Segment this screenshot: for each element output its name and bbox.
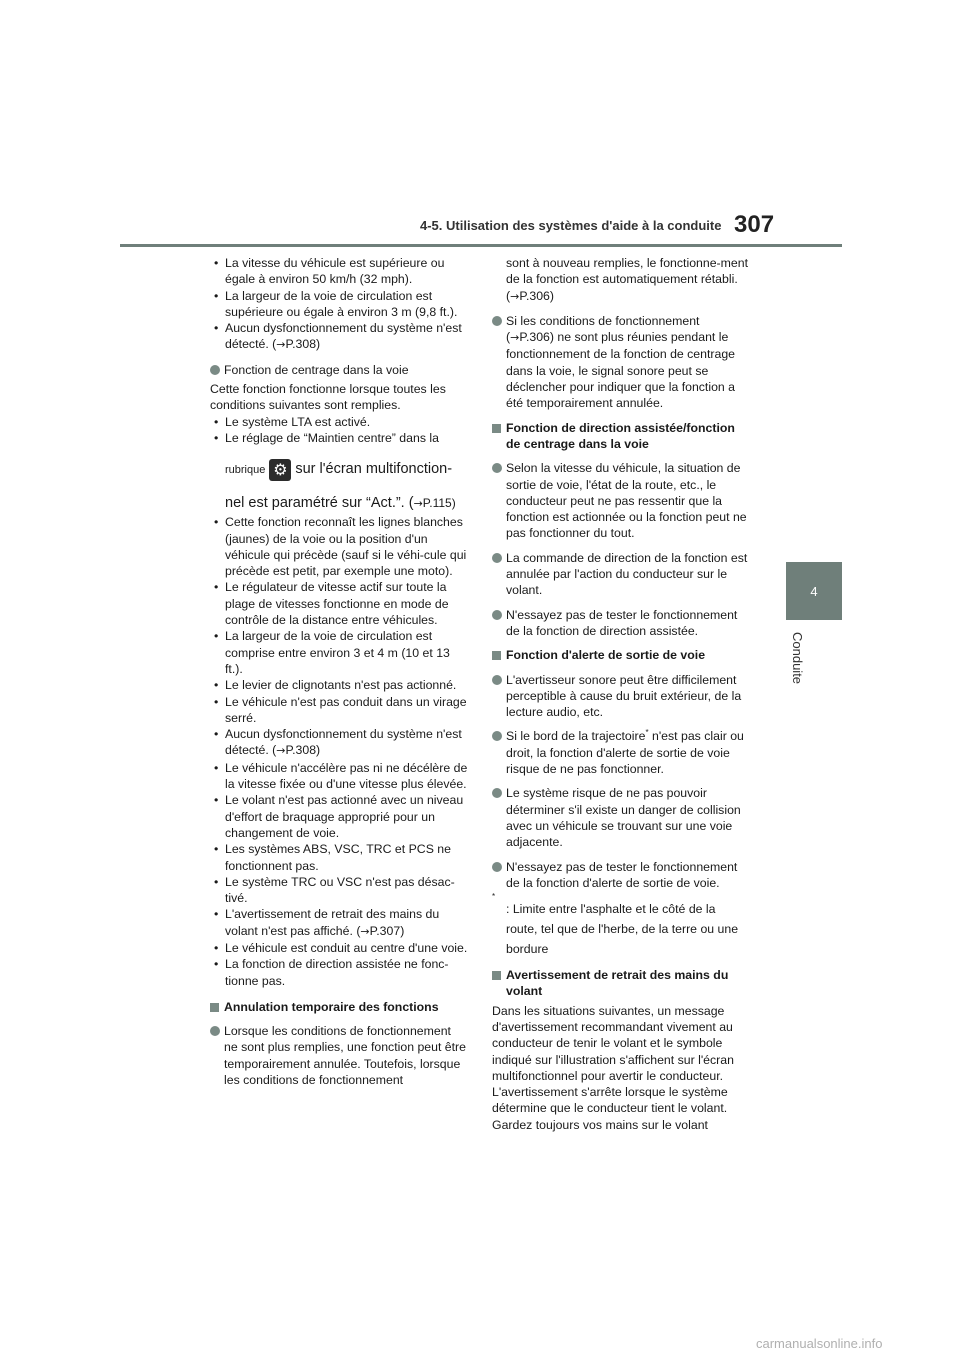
circle-item: N'essayez pas de tester le fonctionnement de la fonction d'alerte de sortie de voie.	[492, 859, 750, 892]
list-item: • Le système TRC ou VSC n'est pas désac-tivé.	[210, 874, 468, 907]
page-ref-link[interactable]: P.308)	[285, 743, 321, 758]
list-item: • Cette fonction reconnaît les lignes blanches (jaunes) de la voie ou la position d'un véhicule qui précède (sauf si le véhi-cule qui précède est petit, par exemple une moto).	[210, 514, 468, 579]
list-item: • La vitesse du véhicule est supérieure ou égale à environ 50 km/h (32 mph).	[210, 255, 468, 288]
list-item: • Aucun dysfonctionnement du système n'est détecté. (→P.308)	[210, 726, 468, 760]
circle-item: Le système risque de ne pas pouvoir déterminer s'il existe un danger de collision avec un véhicule se trouvant sur une voie adjacente.	[492, 785, 750, 850]
left-column	[210, 255, 468, 1088]
arrow-icon: →	[276, 338, 286, 352]
arrow-icon: →	[510, 331, 520, 345]
circle-item: La commande de direction de la fonction est annulée par l'action du conducteur sur le volant.	[492, 550, 750, 599]
page-ref-link[interactable]: P.306)	[519, 288, 554, 303]
square-heading: Fonction de direction assistée/fonction de centrage dans la voie	[492, 420, 750, 453]
arrow-icon: →	[360, 924, 370, 938]
circle-item: Selon la vitesse du véhicule, la situation de sortie de voie, l'état de la route, etc., le conducteur peut ne pas ressentir que la fonction est actionnée ou la fonction peut ne pas fonctionner du tout.	[492, 460, 750, 541]
page-ref-link[interactable]: P.307)	[369, 923, 405, 938]
list-item: • Le réglage de “Maintien centre” dans la	[210, 430, 468, 446]
circle-item: N'essayez pas de tester le fonctionnement de la fonction de direction assistée.	[492, 607, 750, 640]
arrow-icon: →	[413, 497, 423, 511]
section-title: 4-5. Utilisation des systèmes d'aide à la conduite	[420, 218, 722, 233]
paragraph-continued: sont à nouveau remplies, le fonctionne-ment de la fonction est automatiquement rétabli. (→P.306)	[506, 256, 748, 303]
list-item: • La largeur de la voie de circulation est comprise entre environ 3 et 4 m (10 et 13 ft.).	[210, 628, 468, 677]
settings-gear-icon	[269, 459, 291, 481]
list-item: • Le véhicule n'accélère pas ni ne décélère de la vitesse fixée ou d'une vitesse plus élevée.	[210, 760, 468, 793]
circle-item: Si le bord de la trajectoire* n'est pas clair ou droit, la fonction d'alerte de sortie de voie risque de ne pas fonctionner.	[492, 728, 750, 777]
list-item: • Le système LTA est activé.	[210, 414, 468, 430]
square-heading: Avertissement de retrait des mains du volant	[492, 967, 750, 1000]
footnote-marker: *	[645, 728, 649, 738]
page-ref-link[interactable]: P.308)	[285, 337, 321, 352]
page-ref-link[interactable]: P.115)	[422, 496, 456, 511]
list-item: • Aucun dysfonctionnement du système n'est détecté. (→P.308)	[210, 320, 468, 354]
header-rule	[120, 244, 842, 247]
arrow-icon: →	[510, 289, 520, 303]
square-heading: Annulation temporaire des fonctions	[210, 999, 468, 1015]
page-number: 307	[734, 211, 775, 238]
circle-item: Lorsque les conditions de fonctionnement ne sont plus remplies, une fonction peut être temporairement annulée. Toutefois, lorsque les conditions de fonctionnement	[210, 1023, 468, 1088]
paragraph: Cette fonction fonctionne lorsque toutes les conditions suivantes sont remplies.	[210, 382, 446, 413]
arrow-icon: →	[276, 744, 286, 758]
footnote: * : Limite entre l'asphalte et le côté de la route, tel que de l'herbe, de la terre ou une bordure	[492, 892, 739, 957]
list-item: • Le véhicule n'est pas conduit dans un virage serré.	[210, 694, 468, 727]
circle-heading: Fonction de centrage dans la voie	[210, 362, 468, 378]
list-item: • Les systèmes ABS, VSC, TRC et PCS ne fonctionnent pas.	[210, 841, 468, 874]
circle-item: L'avertisseur sonore peut être difficilement perceptible à cause du bruit extérieur, de la lecture audio, etc.	[492, 672, 750, 721]
list-item: • Le levier de clignotants n'est pas actionné.	[210, 677, 468, 693]
list-item: • La fonction de direction assistée ne fonc-tionne pas.	[210, 956, 468, 989]
list-item: • Le véhicule est conduit au centre d'une voie.	[210, 940, 468, 956]
chapter-label: Conduite	[790, 632, 805, 685]
paragraph: Dans les situations suivantes, un message d'avertissement recommandant vivement au conducteur de tenir le volant et le symbole indiqué sur l'illustration s'affichent sur l'écran multifonctionnel pour avertir le conducteur. L'avertissement s'arrête lorsque le système détermine que le conducteur tient le volant. Gardez toujours vos mains sur le volant	[492, 1003, 734, 1132]
list-item: • La largeur de la voie de circulation est supérieure ou égale à environ 3 m (9,8 ft.).	[210, 288, 468, 321]
icon-line-continued: nel est paramétré sur “Act.”. (→P.115)	[225, 495, 456, 512]
square-heading: Fonction d'alerte de sortie de voie	[492, 647, 750, 663]
right-column	[492, 255, 750, 1133]
chapter-tab[interactable]	[786, 562, 842, 620]
circle-item: Si les conditions de fonctionnement (→P.306) ne sont plus réunies pendant le fonctionnement de la fonction de centrage dans la voie, le signal sonore peut se déclencher pour indiquer que la fonction a été temporairement annulée.	[492, 313, 750, 412]
page-ref-link[interactable]: P.306)	[519, 330, 554, 345]
watermark: carmanualsonline.info	[756, 1336, 883, 1351]
list-item: • L'avertissement de retrait des mains du volant n'est pas affiché. (→P.307)	[210, 906, 468, 940]
chapter-number: 4	[810, 583, 818, 599]
list-item: • Le régulateur de vitesse actif sur toute la plage de vitesses fonctionne en mode de contrôle de la distance entre véhicules.	[210, 579, 468, 628]
list-item: • Le volant n'est pas actionné avec un niveau d'effort de braquage approprié pour un changement de voie.	[210, 792, 468, 841]
icon-line: rubrique⚙ sur l'écran multifonction-	[210, 457, 468, 482]
